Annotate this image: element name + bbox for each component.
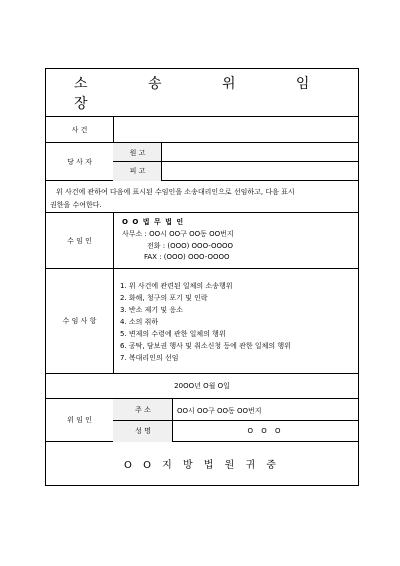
matter-item: 7. 복대리인의 선임 (120, 354, 179, 362)
agent-firm: O O 법 무 법 인 (122, 218, 185, 226)
case-label: 사 건 (71, 125, 88, 134)
case-row (46, 117, 358, 143)
grantor-label: 위 임 인 (67, 416, 92, 424)
matter-item: 1. 위 사건에 관련된 일체의 소송행위 (120, 282, 233, 290)
agent-office: 사무소 : OO시 OO구 OO동 OO번지 (122, 230, 234, 238)
parties-row (46, 143, 358, 181)
agent-row (46, 213, 358, 269)
agent-label: 수 임 인 (67, 236, 92, 245)
statement-row (46, 181, 358, 213)
statement-line-1: 위 사건에 관하여 다음에 표시된 수임인을 소송대리인으로 선임하고, 다음 표시 (56, 188, 295, 196)
grantor-row (46, 399, 358, 442)
title-row (46, 69, 358, 117)
agent-fax: FAX : (OOO) OOO-OOOO (144, 253, 230, 261)
court-row (46, 442, 358, 484)
date-row (46, 374, 358, 399)
parties-label: 당 사 자 (67, 157, 92, 166)
address-label: 주 소 (135, 406, 151, 414)
matters-row (46, 269, 358, 374)
matter-item: 5. 변제의 수령에 관한 일체의 행위 (120, 330, 226, 338)
matter-item: 6. 공탁, 담보권 행사 및 취소신청 등에 관한 일체의 행위 (120, 342, 291, 350)
address-value: OO시 OO구 OO동 OO번지 (177, 407, 262, 415)
plaintiff-label: 원 고 (129, 148, 146, 157)
name-label: 성 명 (135, 427, 151, 435)
court-name: O O 지 방 법 원 귀 중 (124, 459, 280, 471)
date-text: 20OO년 O월 O일 (174, 382, 230, 390)
page-title: 소 송 위 임 장 (74, 75, 338, 112)
matters-label: 수 임 사 항 (62, 317, 97, 325)
matter-item: 3. 반소 제기 및 응소 (120, 306, 183, 314)
statement-line-2: 권한을 수여한다. (50, 201, 102, 209)
matter-item: 2. 화해, 청구의 포기 및 인락 (120, 294, 208, 302)
name-value: O O O (247, 427, 284, 435)
power-of-attorney-form (45, 68, 359, 486)
defendant-label: 피 고 (129, 167, 146, 175)
agent-phone: 전화 : (OOO) OOO-OOOO (147, 242, 234, 250)
matter-item: 4. 소의 취하 (120, 318, 159, 326)
